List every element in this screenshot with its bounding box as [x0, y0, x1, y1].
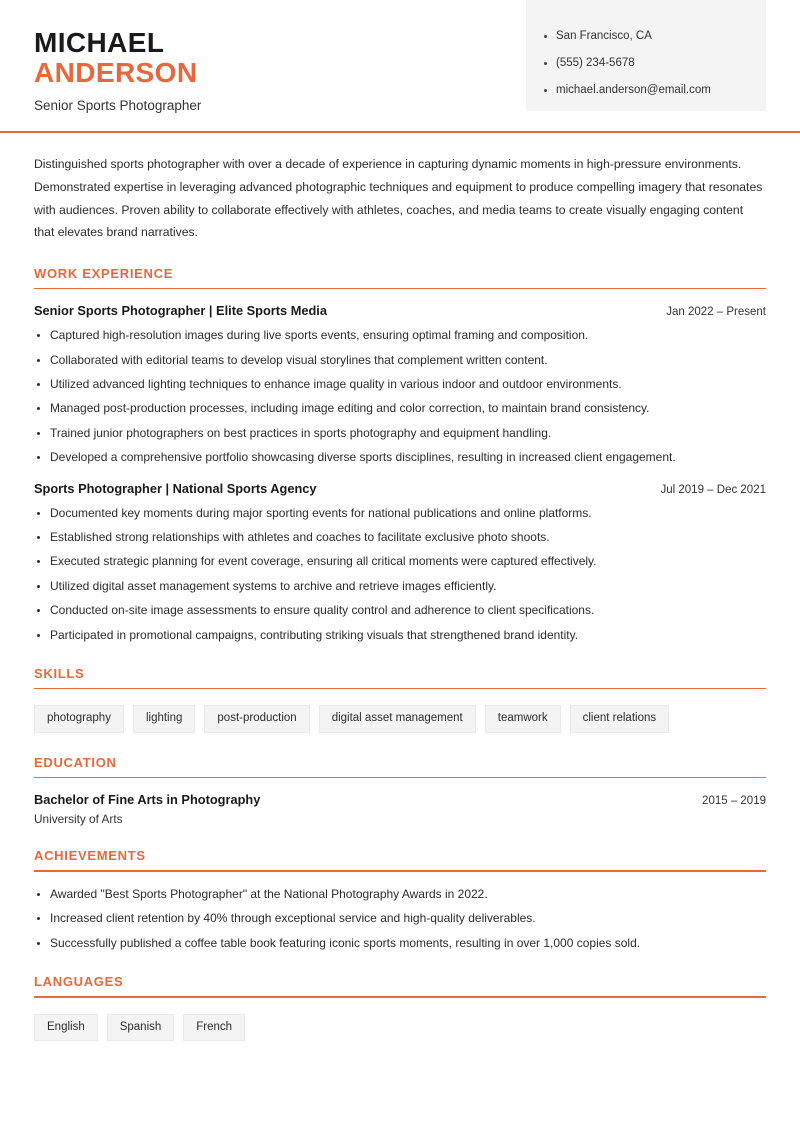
language-chip: English	[34, 1014, 98, 1042]
contact-info-box	[526, 0, 766, 111]
bullet-item: Utilized digital asset management systems to archive and retrieve images efficiently.	[34, 578, 766, 595]
education-date: 2015 – 2019	[702, 795, 766, 808]
language-chip: French	[183, 1014, 245, 1042]
skills-chip-list	[34, 705, 766, 733]
section-divider	[34, 288, 766, 290]
bullet-item: Trained junior photographers on best practices in sports photography and equipment handling.	[34, 425, 766, 442]
resume-body	[0, 153, 800, 1041]
first-name: MICHAEL	[34, 27, 165, 58]
skill-chip: photography	[34, 705, 124, 733]
experience-entry-header	[34, 481, 766, 496]
experience-title: Sports Photographer | National Sports Agency	[34, 480, 317, 496]
experience-entry	[34, 303, 766, 466]
bullet-item: Awarded "Best Sports Photographer" at the National Photography Awards in 2022.	[34, 886, 766, 903]
bullet-item: Collaborated with editorial teams to develop visual storylines that complement written content.	[34, 352, 766, 369]
resume-header	[0, 0, 800, 113]
section-title-achievements: ACHIEVEMENTS	[34, 848, 146, 864]
last-name: ANDERSON	[34, 57, 198, 89]
skill-chip: lighting	[133, 705, 195, 733]
bullet-item: Successfully published a coffee table book featuring iconic sports moments, resulting in over 1,000 copies sold.	[34, 935, 766, 952]
contact-email: michael.anderson@email.com	[544, 84, 750, 98]
section-divider	[34, 870, 766, 872]
skill-chip: teamwork	[485, 705, 561, 733]
languages-chip-list	[34, 1014, 766, 1042]
education-entry	[34, 792, 766, 826]
skill-chip: client relations	[570, 705, 670, 733]
bullet-item: Captured high-resolution images during live sports events, ensuring optimal framing and composition.	[34, 327, 766, 344]
skill-chip: digital asset management	[319, 705, 476, 733]
section-skills	[34, 666, 766, 733]
section-title-work-experience: WORK EXPERIENCE	[34, 265, 174, 281]
bullet-item: Documented key moments during major sporting events for national publications and online platforms.	[34, 505, 766, 522]
education-school: University of Arts	[34, 812, 123, 827]
experience-entry	[34, 481, 766, 644]
bullet-item: Managed post-production processes, including image editing and color correction, to maintain brand consistency.	[34, 400, 766, 417]
section-languages	[34, 974, 766, 1041]
professional-summary: Distinguished sports photographer with over a decade of experience in capturing dynamic moments in high-pressure environments. Demonstrated expertise in leveraging advanced photographic techniques and equipment to produce compelling imagery that resonates with audiences. Proven ability to collaborate effectively with athletes, coaches, and media teams to create visually engaging content that elevates brand narratives.	[34, 157, 763, 240]
achievements-list	[34, 886, 766, 952]
contact-phone: (555) 234-5678	[544, 57, 750, 71]
bullet-item: Utilized advanced lighting techniques to enhance image quality in various indoor and outdoor environments.	[34, 376, 766, 393]
experience-date: Jul 2019 – Dec 2021	[660, 483, 766, 496]
education-entry-header	[34, 792, 766, 807]
section-title-skills: SKILLS	[34, 665, 85, 681]
experience-bullets	[34, 505, 766, 644]
bullet-item: Increased client retention by 40% through exceptional service and high-quality deliverables.	[34, 910, 766, 927]
identity-block	[34, 22, 201, 113]
bullet-item: Executed strategic planning for event coverage, ensuring all critical moments were captured effectively.	[34, 553, 766, 570]
section-divider	[34, 996, 766, 998]
contact-location: San Francisco, CA	[544, 30, 750, 44]
section-divider	[34, 688, 766, 690]
experience-date: Jan 2022 – Present	[666, 306, 766, 319]
language-chip: Spanish	[107, 1014, 175, 1042]
section-title-languages: LANGUAGES	[34, 974, 124, 990]
experience-entry-header	[34, 303, 766, 318]
experience-bullets	[34, 327, 766, 466]
section-achievements	[34, 848, 766, 952]
bullet-item: Participated in promotional campaigns, contributing striking visuals that strengthened brand identity.	[34, 627, 766, 644]
bullet-item: Conducted on-site image assessments to ensure quality control and adherence to client specifications.	[34, 602, 766, 619]
skill-chip: post-production	[204, 705, 309, 733]
section-education	[34, 755, 766, 827]
bullet-item: Established strong relationships with athletes and coaches to facilitate exclusive photo shoots.	[34, 529, 766, 546]
section-work-experience	[34, 266, 766, 644]
job-title: Senior Sports Photographer	[34, 98, 202, 114]
section-divider	[34, 777, 766, 779]
header-divider	[0, 131, 800, 133]
section-title-education: EDUCATION	[34, 754, 117, 770]
bullet-item: Developed a comprehensive portfolio showcasing diverse sports disciplines, resulting in increased client engagement.	[34, 449, 766, 466]
experience-title: Senior Sports Photographer | Elite Sports Media	[34, 303, 327, 319]
education-degree: Bachelor of Fine Arts in Photography	[34, 792, 261, 808]
